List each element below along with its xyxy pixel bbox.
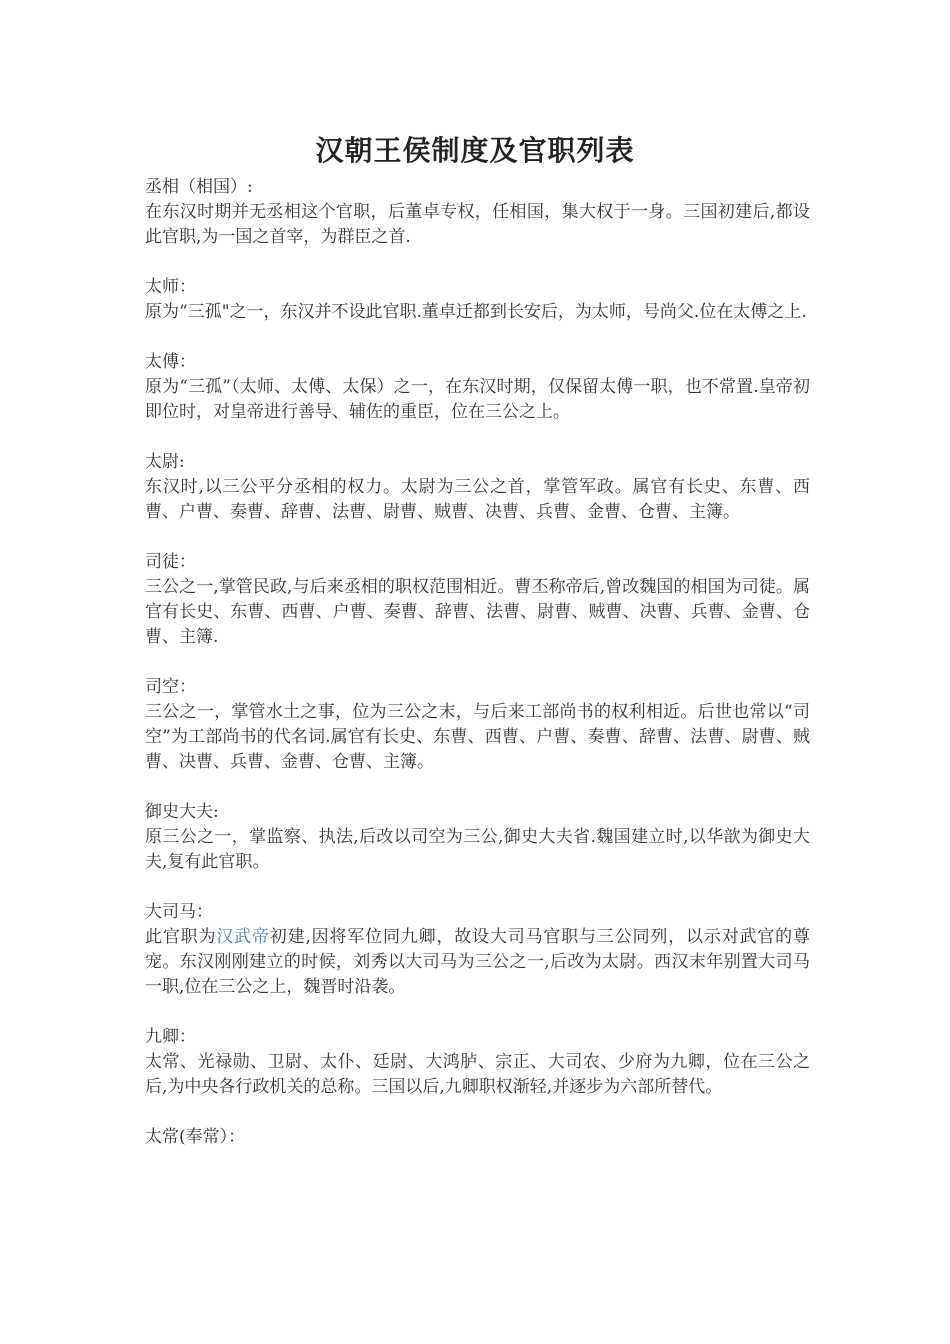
section-situ — [145, 550, 810, 650]
section-body — [145, 925, 810, 1000]
section-heading: 御史大夫: — [145, 802, 219, 822]
section-jiuqing — [145, 1025, 810, 1100]
section-body: 在东汉时期并无丞相这个官职，后董卓专权，任相国，集大权于一身。三国初建后,都设此官职,为一国之首宰，为群臣之首. — [145, 202, 810, 247]
section-body: 原三公之一，掌监察、执法,后改以司空为三公,御史大夫省.魏国建立时,以华歆为御史大夫,复有此官职。 — [145, 827, 810, 872]
section-taifu — [145, 350, 810, 425]
section-heading: 太师： — [145, 277, 196, 297]
section-body: 太常、光禄勋、卫尉、太仆、廷尉、大鸿胪、宗正、大司农、少府为九卿，位在三公之后,为中央各行政机关的总称。三国以后,九卿职权渐轻,并逐步为六部所替代。 — [145, 1052, 810, 1097]
section-sikong — [145, 675, 810, 775]
body-text-before-link: 此官职为 — [145, 927, 217, 947]
section-heading: 太常(奉常）： — [145, 1127, 246, 1147]
section-taishi — [145, 275, 810, 325]
section-heading: 太傅： — [145, 352, 196, 372]
section-body: 三公之一，掌管水土之事，位为三公之末，与后来工部尚书的权利相近。后世也常以“司空”为工部尚书的代名词.属官有长史、东曹、西曹、户曹、奏曹、辞曹、法曹、尉曹、贼曹、决曹、兵曹、金曹、仓曹、主簿。 — [145, 702, 810, 772]
section-chengxiang — [145, 175, 810, 250]
section-dasima — [145, 900, 810, 1000]
section-body: 三公之一,掌管民政,与后来丞相的职权范围相近。曹丕称帝后,曾改魏国的相国为司徒。属官有长史、东曹、西曹、户曹、奏曹、辞曹、法曹、尉曹、贼曹、决曹、兵曹、金曹、仓曹、主簿. — [145, 577, 810, 647]
section-heading: 九卿： — [145, 1027, 196, 1047]
section-taiwei — [145, 450, 810, 525]
document-content — [145, 175, 810, 1175]
body-text-after-link: 初建,因将军位同九卿，故设大司马官职与三公同列，以示对武官的尊宠。东汉刚刚建立的时候，刘秀以大司马为三公之一,后改为太尉。西汉末年别置大司马一职,位在三公之上，魏晋时沿袭。 — [145, 927, 811, 997]
section-heading: 大司马： — [145, 902, 213, 922]
section-heading: 司徒： — [145, 552, 196, 572]
section-taichang — [145, 1125, 810, 1150]
section-yushidafu — [145, 800, 810, 875]
section-heading: 丞相（相国）: — [145, 177, 253, 197]
section-body: 东汉时,以三公平分丞相的权力。太尉为三公之首，掌管军政。属官有长史、东曹、西曹、户曹、奏曹、辞曹、法曹、尉曹、贼曹、决曹、兵曹、金曹、仓曹、主簿。 — [145, 477, 810, 522]
section-heading: 太尉: — [145, 452, 185, 472]
document-title: 汉朝王侯制度及官职列表 — [315, 134, 635, 167]
section-body: 原为“三孤"之一，东汉并不设此官职.董卓迁都到长安后，为太师，号尚父.位在太傅之上. — [145, 302, 807, 322]
section-heading: 司空： — [145, 677, 196, 697]
section-body: 原为“三孤”（太师、太傅、太保）之一，在东汉时期，仅保留太傅一职，也不常置.皇帝初即位时，对皇帝进行善导、辅佐的重臣，位在三公之上。 — [145, 377, 810, 422]
han-wudi-link[interactable]: 汉武帝 — [216, 927, 270, 947]
